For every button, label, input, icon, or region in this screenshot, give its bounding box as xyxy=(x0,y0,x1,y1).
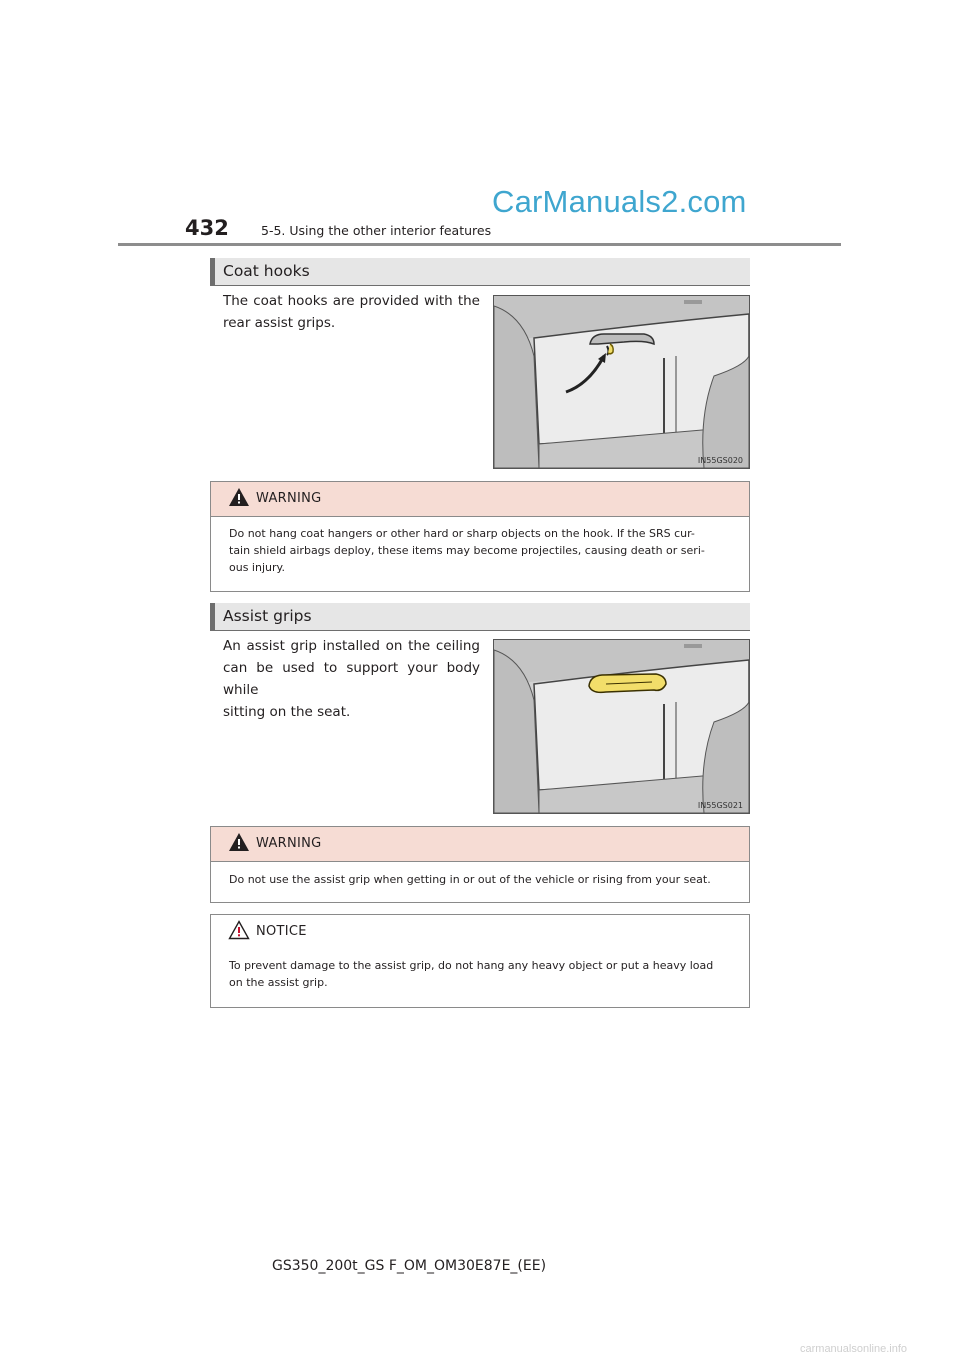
warning-line: Do not use the assist grip when getting in or out of the vehicle or rising from your seat. xyxy=(229,873,711,886)
warning-line: ous injury. xyxy=(229,561,285,574)
assist-grip-illustration xyxy=(493,639,750,814)
running-head: 5-5. Using the other interior features xyxy=(261,223,492,238)
notice-line: To prevent damage to the assist grip, do not hang any heavy object or put a heavy load xyxy=(229,959,714,972)
body-line: sitting on the seat. xyxy=(223,704,351,720)
section-title: Coat hooks xyxy=(223,262,310,280)
warning-header xyxy=(211,482,749,517)
warning-text xyxy=(211,862,749,888)
notice-label: NOTICE xyxy=(256,924,307,939)
caution-triangle-icon xyxy=(228,920,250,944)
warning-label: WARNING xyxy=(256,836,322,851)
warning-header xyxy=(211,827,749,862)
warning-triangle-icon xyxy=(228,487,250,511)
warning-line: Do not hang coat hangers or other hard or sharp objects on the hook. If the SRS cur- xyxy=(229,527,695,540)
assist-grips-description xyxy=(223,635,480,723)
body-line: can be used to support your body while xyxy=(223,660,480,698)
footer-document-code: GS350_200t_GS F_OM_OM30E87E_(EE) xyxy=(272,1258,547,1274)
section-heading-coat-hooks xyxy=(210,258,750,286)
notice-text xyxy=(211,949,749,991)
body-line: The coat hooks are provided with the xyxy=(223,293,480,309)
notice-box xyxy=(210,914,750,1008)
coat-hooks-description xyxy=(223,290,480,334)
notice-line: on the assist grip. xyxy=(229,976,328,989)
warning-label: WARNING xyxy=(256,491,322,506)
body-line: An assist grip installed on the ceiling xyxy=(223,638,480,654)
warning-text xyxy=(211,517,749,576)
warning-triangle-icon xyxy=(228,832,250,856)
watermark-footer: carmanualsonline.info xyxy=(800,1343,908,1355)
watermark-logo: CarManuals2.com xyxy=(492,184,747,219)
body-line: rear assist grips. xyxy=(223,315,336,331)
section-heading-assist-grips xyxy=(210,603,750,631)
coat-hook-illustration xyxy=(493,295,750,469)
header-rule xyxy=(118,243,841,246)
warning-box-coat-hooks xyxy=(210,481,750,592)
warning-line: tain shield airbags deploy, these items may become projectiles, causing death or seri- xyxy=(229,544,705,557)
warning-box-assist-grips xyxy=(210,826,750,903)
figure-code: IN55GS021 xyxy=(697,801,743,810)
section-title: Assist grips xyxy=(223,607,312,625)
figure-code: IN55GS020 xyxy=(697,456,743,465)
notice-header xyxy=(211,915,749,949)
page-number: 432 xyxy=(185,216,229,240)
